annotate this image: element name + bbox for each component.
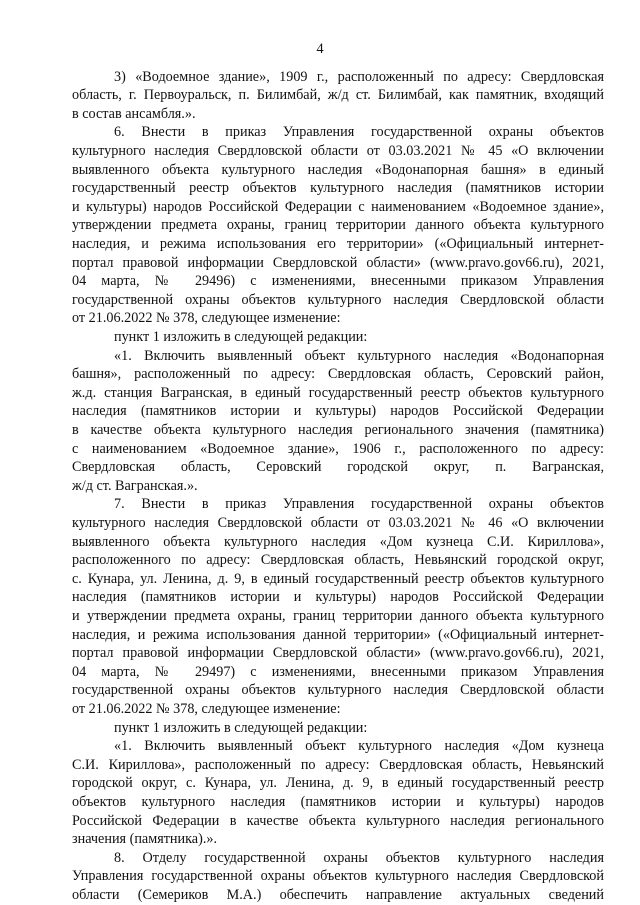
text-line: 04 марта, № 29496) с изменениями, внесенными приказом Управления: [72, 273, 604, 290]
text-line: наследия, и режима использования данной территории» («Официальный интернет-: [72, 626, 604, 643]
text-line: и утверждении предмета охраны, границ территории данного объекта культурного: [72, 607, 604, 624]
text-line: область, г. Первоуральск, п. Билимбай, ж/д ст. Билимбай, как памятник, входящий: [72, 87, 604, 104]
text-line: С.И. Кириллова», расположенный по адресу: Свердловская область, Невьянский: [72, 756, 604, 773]
text-line: от 21.06.2022 № 378, следующее изменение:: [72, 700, 341, 717]
text-line: портал правовой информации Свердловской области» (www.pravo.gov66.ru), 2021,: [72, 645, 604, 662]
text-line: ж/д ст. Вагранская.».: [72, 477, 198, 494]
text-line: городской округ, с. Кунара, ул. Ленина, д. 9, в единый государственный реестр: [72, 775, 604, 792]
text-line: «1. Включить выявленный объект культурного наследия «Водонапорная: [114, 347, 604, 364]
text-line: 3) «Водоемное здание», 1909 г., расположенный по адресу: Свердловская: [114, 68, 604, 85]
text-line: объектов культурного наследия (памятников истории и культуры) народов: [72, 793, 604, 810]
text-line: утверждении предмета охраны, границ территории данного объекта культурного: [72, 217, 604, 234]
text-line: 6. Внести в приказ Управления государственной охраны объектов: [114, 124, 604, 141]
text-line: и культуры) народов Российской Федерации с наименованием «Водоемное здание»,: [72, 198, 604, 215]
text-line: культурного наследия Свердловской области от 03.03.2021 № 45 «О включении: [72, 142, 604, 159]
text-line: Свердловская область, Серовский городской округ, п. Вагранская,: [72, 459, 604, 476]
text-line: в качестве объекта культурного наследия регионального значения (памятника): [72, 421, 604, 438]
text-line: культурного наследия Свердловской области от 03.03.2021 № 46 «О включении: [72, 514, 604, 531]
text-line: башня», расположенный по адресу: Свердловская область, Серовский район,: [72, 366, 604, 383]
text-line: государственной охраны объектов культурного наследия Свердловской области: [72, 291, 604, 308]
text-line: области (Семериков М.А.) обеспечить направление актуальных сведений: [72, 886, 604, 903]
text-line: 04 марта, № 29497) с изменениями, внесенными приказом Управления: [72, 663, 604, 680]
text-line: пункт 1 изложить в следующей редакции:: [114, 719, 368, 736]
text-line: наследия (памятников истории и культуры) народов Российской Федерации: [72, 589, 604, 606]
text-line: 8. Отделу государственной охраны объектов культурного наследия: [114, 849, 604, 866]
text-line: с. Кунара, ул. Ленина, д. 9, в единый государственный реестр объектов культурного: [72, 570, 604, 587]
text-line: расположенного по адресу: Свердловская область, Невьянский городской округ,: [72, 552, 604, 569]
page-number: 4: [316, 41, 324, 57]
text-line: с наименованием «Водоемное здание», 1906 г., расположенного по адресу:: [72, 440, 604, 457]
text-line: выявленного объекта культурного наследия «Водонапорная башня» в единый: [72, 161, 604, 178]
text-line: значения (памятника).».: [72, 831, 218, 848]
text-line: Управления государственной охраны объектов культурного наследия Свердловской: [72, 868, 604, 885]
text-line: государственной охраны объектов культурного наследия Свердловской области: [72, 682, 604, 699]
text-line: выявленного объекта культурного наследия «Дом кузнеца С.И. Кириллова»,: [72, 533, 604, 550]
text-line: 7. Внести в приказ Управления государственной охраны объектов: [114, 496, 604, 513]
text-line: Российской Федерации в качестве объекта культурного наследия регионального: [72, 812, 604, 829]
text-line: наследия, и режима использования его территории» («Официальный интернет-: [72, 235, 604, 252]
text-line: в состав ансамбля.».: [72, 105, 196, 122]
text-line: «1. Включить выявленный объект культурного наследия «Дом кузнеца: [114, 738, 604, 755]
text-line: портал правовой информации Свердловской области» (www.pravo.gov66.ru), 2021,: [72, 254, 604, 271]
text-line: от 21.06.2022 № 378, следующее изменение:: [72, 310, 341, 327]
text-line: наследия (памятников истории и культуры) народов Российской Федерации: [72, 403, 604, 420]
text-line: ж.д. станция Вагранская, в единый государственный реестр объектов культурного: [72, 384, 604, 401]
text-line: пункт 1 изложить в следующей редакции:: [114, 328, 368, 345]
text-line: государственный реестр объектов культурного наследия (памятников истории: [72, 180, 604, 197]
